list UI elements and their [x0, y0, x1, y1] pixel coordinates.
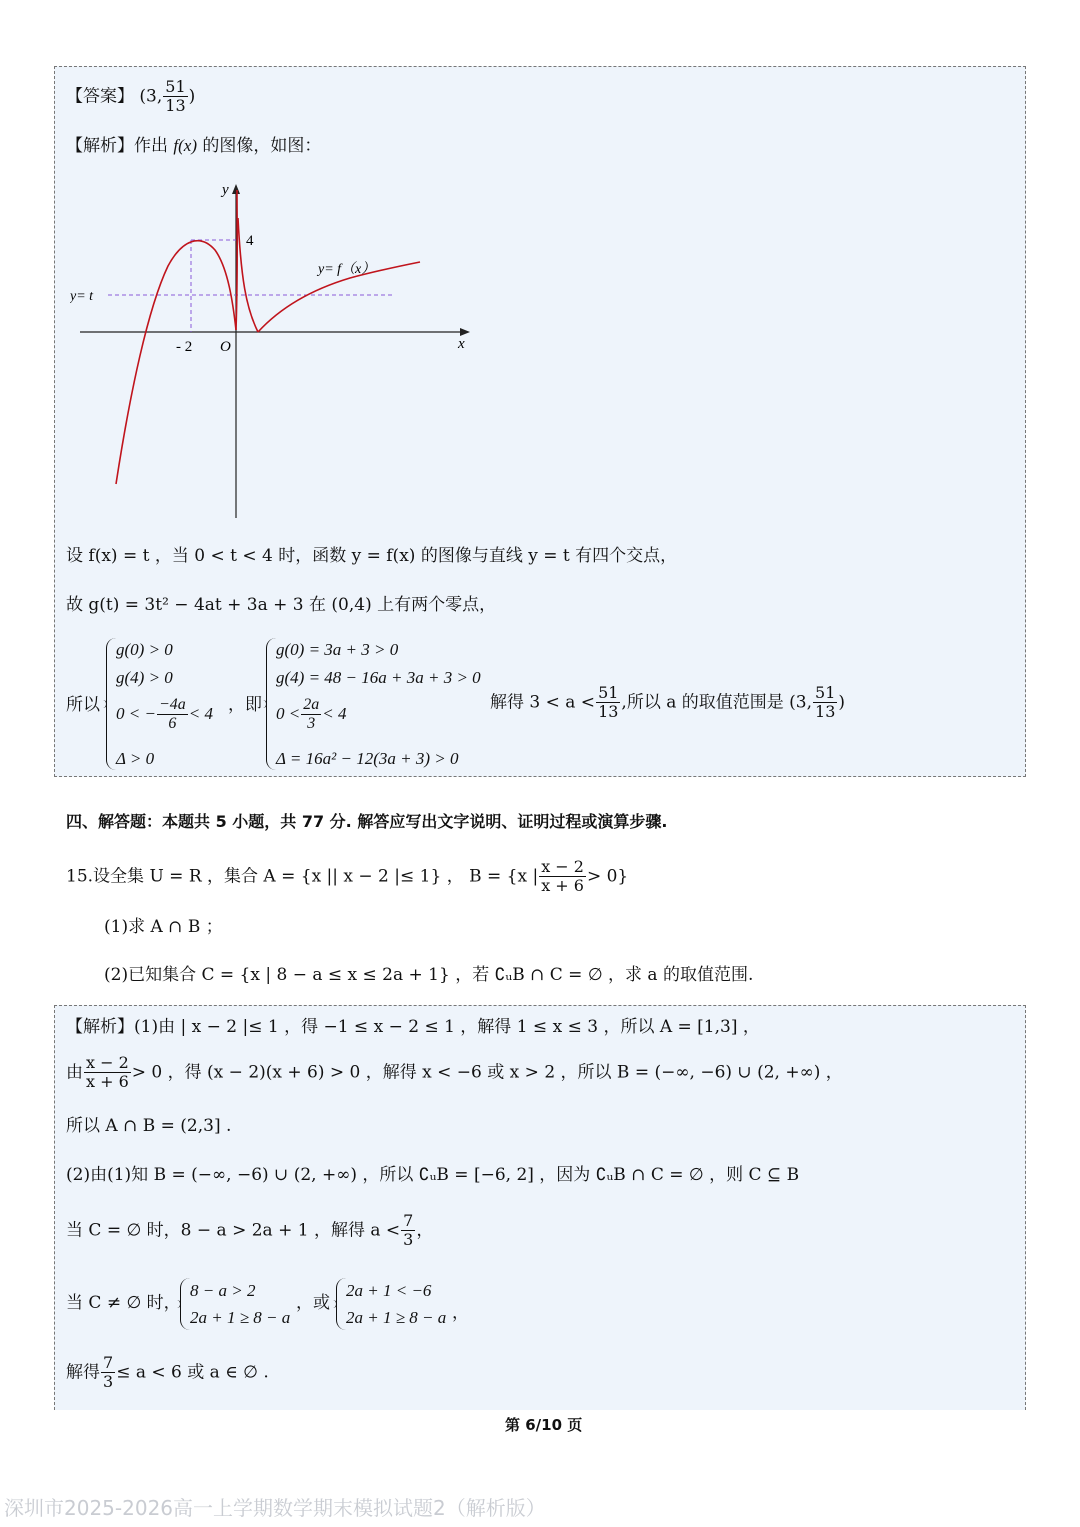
solve-line-1: 解得 3 < a < $\frac{51}{13}$ ,所以 a 的取值范围是 (3, $\frac{51}{13}$ ) [490, 683, 846, 722]
text-line-2: 故 g(t) = 3t² − 4at + 3a + 3 在 (0,4) 上有两个零点， [66, 595, 497, 615]
solution-line-2: 由 $\frac{x - 2}{x + 6}$ > 0 ，得 (x − 2)(x + 6) > 0 ，解得 x < −6 或 x > 2 ，所以 B = (−∞, −6) ∪ (2, +∞) ， [66, 1053, 843, 1092]
answer-label: 【答案】 [66, 86, 134, 107]
origin-label: O [220, 339, 231, 355]
system-3: 8 − a > 2 2a + 1 ≥ 8 − a [180, 1278, 310, 1330]
analysis-intro: 【解析】作出 f(x) 的图像，如图： [66, 136, 322, 156]
question-15-part1: (1)求 A ∩ B ； [104, 917, 223, 937]
system-4: 2a + 1 < −6 2a + 1 ≥ 8 − a [336, 1278, 466, 1330]
y-axis-label: y [222, 182, 229, 198]
solution-line-5: 当 C = ∅ 时，8 − a > 2a + 1 ，解得 a < $\frac{7}{3}$ ， [66, 1211, 434, 1250]
x-axis-arrow [460, 328, 470, 336]
system-2: g(0) = 3a + 3 > 0 g(4) = 48 − 16a + 3a + 3 > 0 0 < $\frac{2a}{3}$ < 4 Δ = 16a² − 12(3a + 3) > 0 [266, 638, 496, 770]
tick-4: 4 [246, 233, 254, 249]
answer-fraction: $\frac{51}{13}$ [165, 77, 186, 116]
x-axis-label: x [458, 336, 465, 352]
page-number: 第 6/10 页 [505, 1416, 583, 1434]
tick-minus2: - 2 [176, 339, 193, 355]
answer-value: (3, [139, 86, 163, 107]
section-4-heading: 四、解答题：本题共 5 小题，共 77 分. 解答应写出文字说明、证明过程或演算步骤. [66, 812, 668, 831]
y-axis-arrow [232, 184, 240, 194]
solution-line-1: 【解析】(1)由 | x − 2 |≤ 1 ，得 −1 ≤ x − 2 ≤ 1 ，解得 1 ≤ x ≤ 3 ，所以 A = [1,3] ， [66, 1017, 760, 1037]
solution-line-6-prefix: 当 C ≠ ∅ 时， [66, 1293, 181, 1313]
analysis-label: 【解析】 [66, 136, 134, 156]
question-15: 15.设全集 U = R ，集合 A = {x || x − 2 |≤ 1} ， B = {x | $\frac{x - 2}{x + 6}$ > 0} [66, 857, 629, 896]
curve-label: y= f（x） [318, 262, 376, 277]
watermark: 深圳市2025-2026高一上学期数学期末模拟试题2（解析版） [4, 1496, 546, 1520]
solution-line-6-or: ，或 [296, 1293, 330, 1313]
system1-prefix: 所以 [66, 695, 100, 715]
solution-line-4: (2)由(1)知 B = (−∞, −6) ∪ (2, +∞) ，所以 ∁ᵤB = [−6, 2] ，因为 ∁ᵤB ∩ C = ∅ ，则 C ⊆ B [66, 1165, 800, 1185]
answer-line: 【答案】 (3, $\frac{51}{13}$ ) [66, 77, 196, 116]
question-15-part2: (2)已知集合 C = {x | 8 − a ≤ x ≤ 2a + 1} ，若 ∁ᵤB ∩ C = ∅ ，求 a 的取值范围. [104, 965, 754, 985]
system1-suffix: ，即 [228, 695, 262, 715]
text-line-1: 设 f(x) = t ，当 0 < t < 4 时，函数 y = f(x) 的图像与直线 y = t 有四个交点， [66, 546, 678, 566]
system-1: g(0) > 0 g(4) > 0 0 < − $\frac{-4a}{6}$ < 4 Δ > 0 [106, 638, 246, 770]
function-graph [70, 178, 490, 523]
solution-line-3: 所以 A ∩ B = (2,3] . [66, 1116, 232, 1136]
solution-line-7: 解得 $\frac{7}{3}$ ≤ a < 6 或 a ∈ ∅ . [66, 1353, 269, 1392]
curve-left [116, 241, 236, 484]
solution-line-6-end: ， [452, 1303, 469, 1323]
line-t-label: y= t [70, 289, 94, 304]
